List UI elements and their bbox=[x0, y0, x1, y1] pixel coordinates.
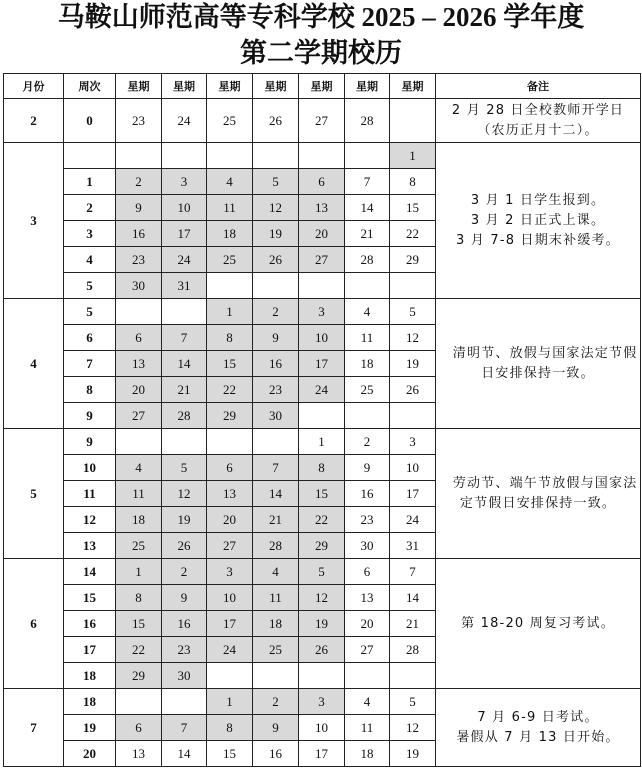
day-cell: 27 bbox=[345, 637, 390, 663]
day-cell: 12 bbox=[390, 715, 436, 741]
note-line: 暑假从 7 月 13 日开始。 bbox=[456, 729, 620, 745]
day-cell: 23 bbox=[345, 507, 390, 533]
day-cell bbox=[390, 403, 436, 429]
week-number-cell: 13 bbox=[64, 533, 116, 559]
day-cell: 18 bbox=[116, 507, 162, 533]
day-cell: 30 bbox=[253, 403, 299, 429]
day-cell: 3 bbox=[299, 299, 345, 325]
day-cell: 29 bbox=[207, 403, 253, 429]
day-cell: 2 bbox=[345, 429, 390, 455]
day-cell: 15 bbox=[390, 195, 436, 221]
day-cell: 3 bbox=[299, 689, 345, 715]
note-cell bbox=[436, 429, 641, 559]
day-cell bbox=[207, 143, 253, 169]
day-cell: 13 bbox=[116, 351, 162, 377]
day-cell: 16 bbox=[345, 481, 390, 507]
day-cell: 30 bbox=[116, 273, 162, 299]
day-cell: 27 bbox=[299, 247, 345, 273]
week-number-cell: 10 bbox=[64, 455, 116, 481]
day-cell: 19 bbox=[390, 741, 436, 767]
day-cell: 19 bbox=[299, 611, 345, 637]
week-row bbox=[4, 559, 641, 585]
day-cell: 11 bbox=[345, 325, 390, 351]
day-cell: 8 bbox=[299, 455, 345, 481]
day-cell: 21 bbox=[253, 507, 299, 533]
day-cell bbox=[116, 299, 162, 325]
day-cell: 23 bbox=[162, 637, 207, 663]
day-cell: 17 bbox=[207, 611, 253, 637]
day-cell: 19 bbox=[162, 507, 207, 533]
day-cell bbox=[207, 663, 253, 689]
calendar-table bbox=[3, 73, 641, 767]
day-cell: 5 bbox=[390, 299, 436, 325]
day-cell: 14 bbox=[390, 585, 436, 611]
day-cell bbox=[207, 273, 253, 299]
day-cell: 15 bbox=[207, 351, 253, 377]
note-line: 3 月 7-8 日期末补缓考。 bbox=[456, 232, 620, 248]
day-cell: 5 bbox=[299, 559, 345, 585]
week-row bbox=[4, 689, 641, 715]
day-cell: 1 bbox=[207, 689, 253, 715]
day-cell: 30 bbox=[345, 533, 390, 559]
day-cell: 21 bbox=[390, 611, 436, 637]
week-row bbox=[4, 143, 641, 169]
day-cell bbox=[116, 689, 162, 715]
day-cell: 4 bbox=[253, 559, 299, 585]
week-number-cell: 9 bbox=[64, 429, 116, 455]
day-cell: 24 bbox=[390, 507, 436, 533]
day-cell: 6 bbox=[345, 559, 390, 585]
day-cell bbox=[299, 273, 345, 299]
day-cell: 12 bbox=[162, 481, 207, 507]
day-cell: 10 bbox=[390, 455, 436, 481]
header-day: 星期 bbox=[162, 74, 207, 99]
day-cell: 8 bbox=[207, 715, 253, 741]
day-cell: 4 bbox=[345, 299, 390, 325]
note-line: 3 月 2 日正式上课。 bbox=[470, 212, 606, 228]
day-cell: 9 bbox=[253, 715, 299, 741]
day-cell: 6 bbox=[116, 325, 162, 351]
day-cell: 5 bbox=[162, 455, 207, 481]
day-cell: 10 bbox=[207, 585, 253, 611]
header-day: 星期 bbox=[345, 74, 390, 99]
day-cell: 20 bbox=[207, 507, 253, 533]
week-row bbox=[4, 429, 641, 455]
day-cell: 7 bbox=[345, 169, 390, 195]
day-cell: 28 bbox=[390, 637, 436, 663]
day-cell bbox=[299, 403, 345, 429]
day-cell: 24 bbox=[299, 377, 345, 403]
day-cell: 18 bbox=[207, 221, 253, 247]
calendar-body bbox=[4, 99, 641, 767]
day-cell: 17 bbox=[390, 481, 436, 507]
day-cell: 8 bbox=[116, 585, 162, 611]
day-cell: 4 bbox=[345, 689, 390, 715]
week-number-cell bbox=[64, 143, 116, 169]
day-cell bbox=[345, 663, 390, 689]
day-cell: 20 bbox=[116, 377, 162, 403]
note-line: 7 月 6-9 日考试。 bbox=[477, 709, 599, 725]
day-cell: 22 bbox=[390, 221, 436, 247]
day-cell bbox=[390, 273, 436, 299]
day-cell: 23 bbox=[253, 377, 299, 403]
note-line: 2 月 28 日全校教师开学日 bbox=[451, 102, 625, 118]
week-number-cell: 15 bbox=[64, 585, 116, 611]
week-number-cell: 4 bbox=[64, 247, 116, 273]
day-cell bbox=[299, 143, 345, 169]
day-cell: 11 bbox=[116, 481, 162, 507]
day-cell: 14 bbox=[162, 741, 207, 767]
day-cell: 30 bbox=[162, 663, 207, 689]
week-number-cell: 1 bbox=[64, 169, 116, 195]
week-number-cell: 6 bbox=[64, 325, 116, 351]
day-cell: 9 bbox=[116, 195, 162, 221]
day-cell: 25 bbox=[116, 533, 162, 559]
day-cell: 18 bbox=[345, 351, 390, 377]
day-cell: 7 bbox=[253, 455, 299, 481]
header-day: 星期 bbox=[116, 74, 162, 99]
day-cell: 28 bbox=[162, 403, 207, 429]
day-cell: 22 bbox=[299, 507, 345, 533]
note-line: 劳动节、端午节放假与国家法定节假日安排保持一致。 bbox=[438, 475, 638, 511]
header-month: 月份 bbox=[4, 74, 64, 99]
day-cell: 13 bbox=[299, 195, 345, 221]
day-cell: 25 bbox=[345, 377, 390, 403]
day-cell: 28 bbox=[253, 533, 299, 559]
day-cell: 15 bbox=[116, 611, 162, 637]
day-cell: 3 bbox=[162, 169, 207, 195]
day-cell: 22 bbox=[207, 377, 253, 403]
header-day: 星期 bbox=[253, 74, 299, 99]
day-cell: 26 bbox=[162, 533, 207, 559]
day-cell: 19 bbox=[253, 221, 299, 247]
day-cell: 9 bbox=[345, 455, 390, 481]
day-cell: 19 bbox=[390, 351, 436, 377]
day-cell: 13 bbox=[345, 585, 390, 611]
day-cell: 7 bbox=[162, 325, 207, 351]
day-cell bbox=[253, 663, 299, 689]
day-cell: 7 bbox=[162, 715, 207, 741]
day-cell: 24 bbox=[162, 247, 207, 273]
day-cell: 31 bbox=[390, 533, 436, 559]
day-cell: 29 bbox=[390, 247, 436, 273]
day-cell: 1 bbox=[390, 143, 436, 169]
day-cell: 3 bbox=[207, 559, 253, 585]
day-cell: 2 bbox=[253, 689, 299, 715]
week-number-cell: 18 bbox=[64, 663, 116, 689]
day-cell bbox=[162, 143, 207, 169]
week-number-cell: 14 bbox=[64, 559, 116, 585]
day-cell: 2 bbox=[253, 299, 299, 325]
day-cell: 26 bbox=[299, 637, 345, 663]
note-cell bbox=[436, 99, 641, 143]
day-cell: 16 bbox=[253, 741, 299, 767]
month-cell: 7 bbox=[4, 689, 64, 767]
day-cell bbox=[116, 143, 162, 169]
day-cell: 2 bbox=[162, 559, 207, 585]
day-cell: 14 bbox=[345, 195, 390, 221]
day-cell: 28 bbox=[345, 99, 390, 143]
day-cell bbox=[116, 429, 162, 455]
day-cell: 20 bbox=[345, 611, 390, 637]
day-cell: 5 bbox=[253, 169, 299, 195]
day-cell: 12 bbox=[299, 585, 345, 611]
day-cell: 13 bbox=[207, 481, 253, 507]
month-cell: 5 bbox=[4, 429, 64, 559]
day-cell: 6 bbox=[299, 169, 345, 195]
day-cell bbox=[345, 273, 390, 299]
day-cell: 14 bbox=[253, 481, 299, 507]
day-cell: 5 bbox=[390, 689, 436, 715]
week-number-cell: 20 bbox=[64, 741, 116, 767]
header-note: 备注 bbox=[436, 74, 641, 99]
day-cell: 28 bbox=[345, 247, 390, 273]
day-cell: 1 bbox=[116, 559, 162, 585]
day-cell: 17 bbox=[299, 351, 345, 377]
day-cell bbox=[345, 403, 390, 429]
week-number-cell: 5 bbox=[64, 273, 116, 299]
header-day: 星期 bbox=[299, 74, 345, 99]
day-cell: 25 bbox=[253, 637, 299, 663]
month-cell: 2 bbox=[4, 99, 64, 143]
note-cell bbox=[436, 689, 641, 767]
day-cell: 21 bbox=[162, 377, 207, 403]
day-cell: 10 bbox=[299, 325, 345, 351]
day-cell: 12 bbox=[253, 195, 299, 221]
day-cell: 26 bbox=[253, 99, 299, 143]
day-cell bbox=[253, 429, 299, 455]
week-number-cell: 3 bbox=[64, 221, 116, 247]
day-cell bbox=[207, 429, 253, 455]
header-day: 星期 bbox=[207, 74, 253, 99]
day-cell: 10 bbox=[299, 715, 345, 741]
day-cell: 12 bbox=[390, 325, 436, 351]
week-number-cell: 9 bbox=[64, 403, 116, 429]
week-row bbox=[4, 299, 641, 325]
day-cell: 29 bbox=[116, 663, 162, 689]
day-cell: 25 bbox=[207, 99, 253, 143]
day-cell: 9 bbox=[253, 325, 299, 351]
day-cell bbox=[162, 429, 207, 455]
day-cell: 27 bbox=[299, 99, 345, 143]
header-week: 周次 bbox=[64, 74, 116, 99]
day-cell bbox=[390, 99, 436, 143]
week-number-cell: 12 bbox=[64, 507, 116, 533]
header-row bbox=[4, 74, 641, 99]
day-cell: 17 bbox=[299, 741, 345, 767]
note-line: 第 18-20 周复习考试。 bbox=[461, 615, 615, 631]
note-cell bbox=[436, 299, 641, 429]
day-cell: 3 bbox=[390, 429, 436, 455]
day-cell: 16 bbox=[253, 351, 299, 377]
day-cell: 24 bbox=[162, 99, 207, 143]
day-cell: 21 bbox=[345, 221, 390, 247]
day-cell: 13 bbox=[116, 741, 162, 767]
day-cell: 4 bbox=[207, 169, 253, 195]
note-line: （农历正月十二）。 bbox=[477, 122, 599, 138]
day-cell: 16 bbox=[116, 221, 162, 247]
month-cell: 6 bbox=[4, 559, 64, 689]
week-number-cell: 0 bbox=[64, 99, 116, 143]
day-cell: 15 bbox=[207, 741, 253, 767]
note-line: 清明节、放假与国家法定节假日安排保持一致。 bbox=[438, 345, 638, 381]
note-cell bbox=[436, 143, 641, 299]
day-cell: 23 bbox=[116, 99, 162, 143]
day-cell: 25 bbox=[207, 247, 253, 273]
week-number-cell: 11 bbox=[64, 481, 116, 507]
week-number-cell: 16 bbox=[64, 611, 116, 637]
day-cell bbox=[253, 273, 299, 299]
page-subtitle: 第二学期校历 bbox=[240, 38, 402, 68]
day-cell: 7 bbox=[390, 559, 436, 585]
day-cell bbox=[299, 663, 345, 689]
day-cell: 20 bbox=[299, 221, 345, 247]
day-cell bbox=[345, 143, 390, 169]
day-cell: 24 bbox=[207, 637, 253, 663]
day-cell bbox=[390, 663, 436, 689]
month-cell: 4 bbox=[4, 299, 64, 429]
day-cell bbox=[253, 143, 299, 169]
note-line: 3 月 1 日学生报到。 bbox=[470, 192, 606, 208]
day-cell: 18 bbox=[253, 611, 299, 637]
day-cell: 29 bbox=[299, 533, 345, 559]
month-cell: 3 bbox=[4, 143, 64, 299]
day-cell: 8 bbox=[207, 325, 253, 351]
day-cell: 11 bbox=[345, 715, 390, 741]
day-cell: 10 bbox=[162, 195, 207, 221]
day-cell: 8 bbox=[390, 169, 436, 195]
day-cell: 4 bbox=[116, 455, 162, 481]
week-number-cell: 8 bbox=[64, 377, 116, 403]
day-cell: 26 bbox=[253, 247, 299, 273]
header-day: 星期 bbox=[390, 74, 436, 99]
day-cell: 18 bbox=[345, 741, 390, 767]
week-number-cell: 18 bbox=[64, 689, 116, 715]
note-cell bbox=[436, 559, 641, 689]
week-number-cell: 17 bbox=[64, 637, 116, 663]
day-cell: 23 bbox=[116, 247, 162, 273]
day-cell: 27 bbox=[207, 533, 253, 559]
day-cell: 2 bbox=[116, 169, 162, 195]
day-cell: 6 bbox=[116, 715, 162, 741]
day-cell: 1 bbox=[299, 429, 345, 455]
day-cell: 15 bbox=[299, 481, 345, 507]
week-number-cell: 2 bbox=[64, 195, 116, 221]
page-title: 马鞍山师范高等专科学校 2025 – 2026 学年度 bbox=[57, 2, 585, 32]
week-row bbox=[4, 99, 641, 143]
day-cell: 31 bbox=[162, 273, 207, 299]
day-cell: 27 bbox=[116, 403, 162, 429]
week-number-cell: 7 bbox=[64, 351, 116, 377]
day-cell: 6 bbox=[207, 455, 253, 481]
day-cell bbox=[162, 299, 207, 325]
week-number-cell: 19 bbox=[64, 715, 116, 741]
day-cell: 11 bbox=[253, 585, 299, 611]
day-cell: 17 bbox=[162, 221, 207, 247]
day-cell: 1 bbox=[207, 299, 253, 325]
day-cell: 16 bbox=[162, 611, 207, 637]
day-cell: 14 bbox=[162, 351, 207, 377]
week-number-cell: 5 bbox=[64, 299, 116, 325]
day-cell: 9 bbox=[162, 585, 207, 611]
day-cell: 11 bbox=[207, 195, 253, 221]
day-cell bbox=[162, 689, 207, 715]
day-cell: 22 bbox=[116, 637, 162, 663]
day-cell: 26 bbox=[390, 377, 436, 403]
